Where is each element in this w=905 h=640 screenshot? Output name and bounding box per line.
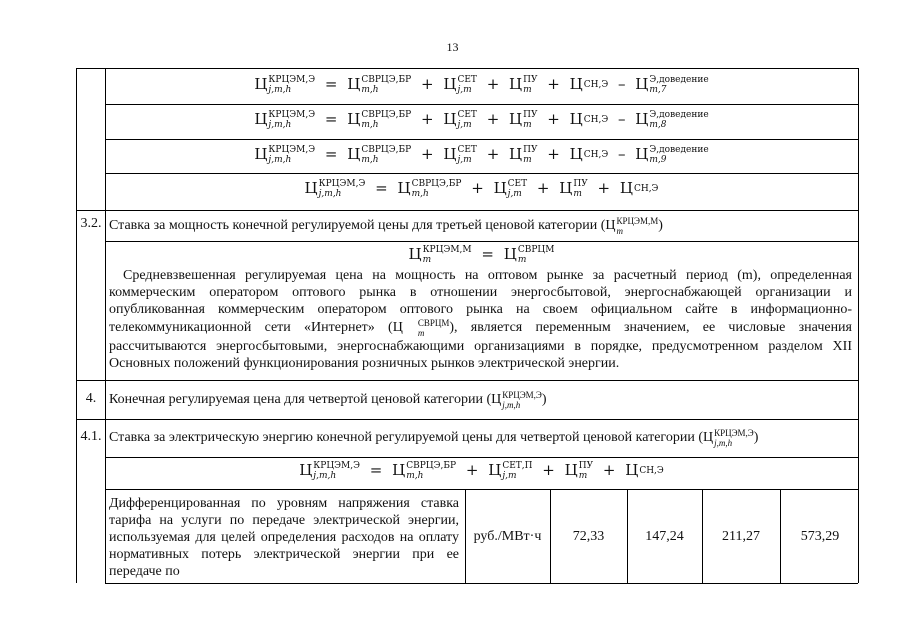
formula-doved-9: Ц КРЦЭМ,Э j,m,h = Ц СВРЦЭ,БР m,h + Ц СЕТ j,m + Ц ПУ m + Ц СН,Э – Ц Э,доведение m,9 (254, 145, 709, 165)
value-cell-3: 211,27 (722, 529, 760, 544)
unit-cell: руб./МВт·ч (473, 529, 542, 544)
page-number: 13 (446, 40, 459, 54)
value-cell-2: 147,24 (645, 529, 684, 544)
row-number-3-2: 3.2. (80, 216, 102, 231)
formula-doved-7: Ц КРЦЭМ,Э j,m,h = Ц СВРЦЭ,БР m,h + Ц СЕТ j,m + Ц ПУ m + Ц СН,Э – Ц Э,доведение m,7 (254, 75, 709, 95)
value-cell-1: 72,33 (572, 529, 605, 544)
formula-doved-8: Ц КРЦЭМ,Э j,m,h = Ц СВРЦЭ,БР m,h + Ц СЕТ j,m + Ц ПУ m + Ц СН,Э – Ц Э,доведение m,8 (254, 110, 709, 130)
formula-fourth-category: Ц КРЦЭМ,Э j,m,h = Ц СВРЦЭ,БР m,h + Ц СЕТ,П j,m + Ц ПУ m + Ц СН,Э (299, 461, 664, 481)
row-number-4-1: 4.1. (80, 429, 102, 444)
formula-basic: Ц КРЦЭМ,Э j,m,h = Ц СВРЦЭ,БР m,h + Ц СЕТ j,m + Ц ПУ m + Ц СН,Э (304, 179, 659, 199)
formula-power: Ц КРЦЭМ,М m = Ц СВРЦМ m (408, 245, 555, 265)
row-3-2-description: Средневзвешенная регулируемая цена на мощность на оптовом рынке за расчетный период (m), определенная коммерческим оператором оптового рынка в отношении энергосбытовой, энергоснабжающей организации и опубликованная коммерческим оператором оптового рынка на своем официальном сайте в информационно-телекоммуникационной сети «Интернет» (Ц СВРЦМ m ), является переменным значением, ее числовые значения рассчитываются энергосбытовыми, энергоснабжающими организациями в порядке, предусмотренном разделом XII Основных положений функционирования розничных рынков электрической энергии. (109, 268, 852, 371)
row-number-4: 4. (85, 391, 97, 406)
number-column (77, 69, 106, 583)
row-3-2-heading: Ставка за мощность конечной регулируемой цены для третьей ценовой категории (Ц КРЦЭМ,М m ) (109, 216, 663, 236)
tariff-table (76, 68, 859, 583)
tariff-description: Дифференцированная по уровням напряжения ставка тарифа на услуги по передаче электрической энергии, используемая для целей определения расходов на оплату нормативных потерь электрической энергии при ее передаче по (109, 496, 459, 579)
row-4-heading: Конечная регулируемая цена для четвертой ценовой категории (Ц КРЦЭМ,Э j,m,h ) (109, 390, 547, 410)
value-cell-4: 573,29 (800, 529, 840, 544)
row-4-1-heading: Ставка за электрическую энергию конечной регулируемой цены для четвертой ценовой категории (Ц КРЦЭМ,Э j,m,h ) (109, 428, 759, 448)
